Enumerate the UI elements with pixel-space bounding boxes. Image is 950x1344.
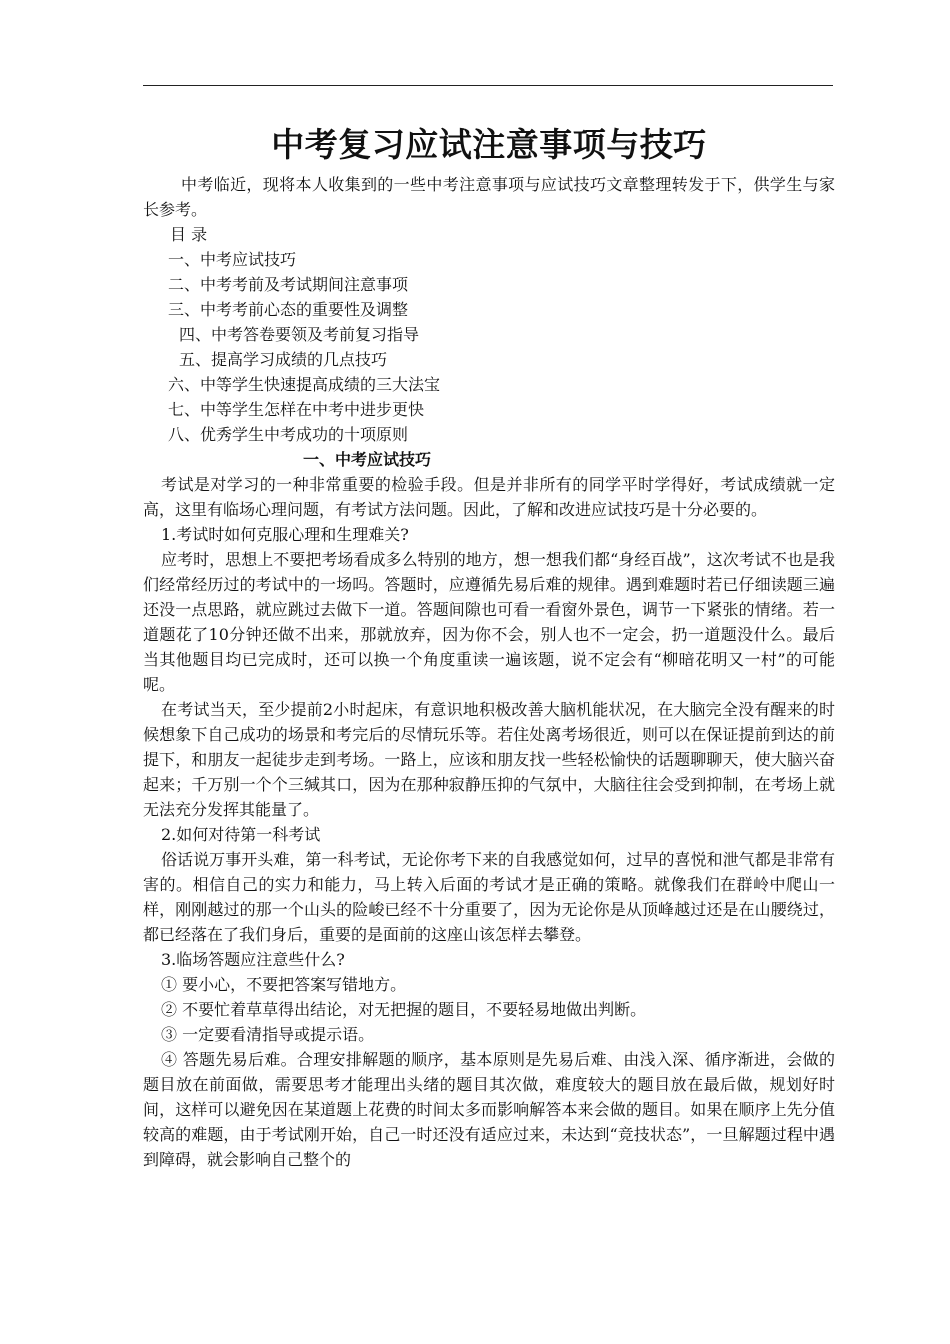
table-of-contents — [143, 222, 835, 447]
intro-paragraph: 中考临近，现将本人收集到的一些中考注意事项与应试技巧文章整理转发于下，供学生与家长参考。 — [143, 175, 835, 219]
list-item: ④ 答题先易后难。合理安排解题的顺序，基本原则是先易后难、由浅入深、循序渐进，会做的题目放在前面做，需要思考才能理出头绪的题目其次做，难度较大的题目放在最后做，规划好时间，这样可以避免因在某道题上花费的时间太多而影响解答本来会做的题目。如果在顺序上先分值较高的难题，由于考试刚开始，自己一时还没有适应过来，未达到“竞技状态”，一旦解题过程中遇到障碍，就会影响自己整个的 — [143, 1050, 835, 1169]
list-item: ① 要小心，不要把答案写错地方。 — [161, 975, 407, 994]
toc-item: 七、中等学生怎样在中考中进步更快 — [168, 400, 425, 419]
question-heading: 1.考试时如何克服心理和生理难关? — [161, 525, 409, 544]
section-heading: 一、中考应试技巧 — [303, 450, 432, 469]
header-rule — [143, 85, 833, 86]
question-heading: 3.临场答题应注意些什么? — [161, 950, 345, 969]
document-title: 中考复习应试注意事项与技巧 — [271, 125, 707, 164]
list-item: ③ 一定要看清指导或提示语。 — [161, 1025, 375, 1044]
body-paragraph: 俗话说万事开头难，第一科考试，无论你考下来的自我感觉如何，过早的喜悦和泄气都是非常有害的。相信自己的实力和能力，马上转入后面的考试才是正确的策略。就像我们在群岭中爬山一样，刚刚越过的那一个山头的险峻已经不十分重要了，因为无论你是从顶峰越过还是在山腰绕过，都已经落在了我们身后，重要的是面前的这座山该怎样去攀登。 — [143, 850, 835, 944]
document-page — [143, 118, 835, 1172]
toc-item: 三、中考考前心态的重要性及调整 — [168, 300, 409, 319]
toc-item: 二、中考考前及考试期间注意事项 — [168, 275, 409, 294]
question-heading: 2.如何对待第一科考试 — [161, 825, 321, 844]
toc-item: 五、提高学习成绩的几点技巧 — [179, 350, 388, 369]
toc-heading: 目 录 — [170, 225, 208, 244]
toc-item: 六、中等学生快速提高成绩的三大法宝 — [168, 375, 441, 394]
body-paragraph: 在考试当天，至少提前2小时起床，有意识地积极改善大脑机能状况，在大脑完全没有醒来的时候想象下自己成功的场景和考完后的尽情玩乐等。若住处离考场很近，则可以在保证提前到达的前提下，和朋友一起徒步走到考场。一路上，应该和朋友找一些轻松愉快的话题聊聊天，使大脑兴奋起来；千万别一个个三缄其口，因为在那种寂静压抑的气氛中，大脑往往会受到抑制，在考场上就无法充分发挥其能量了。 — [143, 700, 835, 819]
body-paragraph: 考试是对学习的一种非常重要的检验手段。但是并非所有的同学平时学得好，考试成绩就一定高，这里有临场心理问题，有考试方法问题。因此，了解和改进应试技巧是十分必要的。 — [143, 475, 835, 519]
toc-item: 八、优秀学生中考成功的十项原则 — [168, 425, 409, 444]
list-item: ② 不要忙着草草得出结论，对无把握的题目，不要轻易地做出判断。 — [161, 1000, 647, 1019]
toc-item: 一、中考应试技巧 — [168, 250, 297, 269]
body-paragraph: 应考时，思想上不要把考场看成多么特别的地方，想一想我们都“身经百战”，这次考试不也是我们经常经历过的考试中的一场吗。答题时，应遵循先易后难的规律。遇到难题时若已仔细读题三遍还没一点思路，就应跳过去做下一道。答题间隙也可看一看窗外景色，调节一下紧张的情绪。若一道题花了10分钟还做不出来，那就放弃，因为你不会，别人也不一定会，扔一道题没什么。最后当其他题目均已完成时，还可以换一个角度重读一遍该题，说不定会有“柳暗花明又一村”的可能呢。 — [143, 550, 835, 694]
toc-item: 四、中考答卷要领及考前复习指导 — [179, 325, 420, 344]
